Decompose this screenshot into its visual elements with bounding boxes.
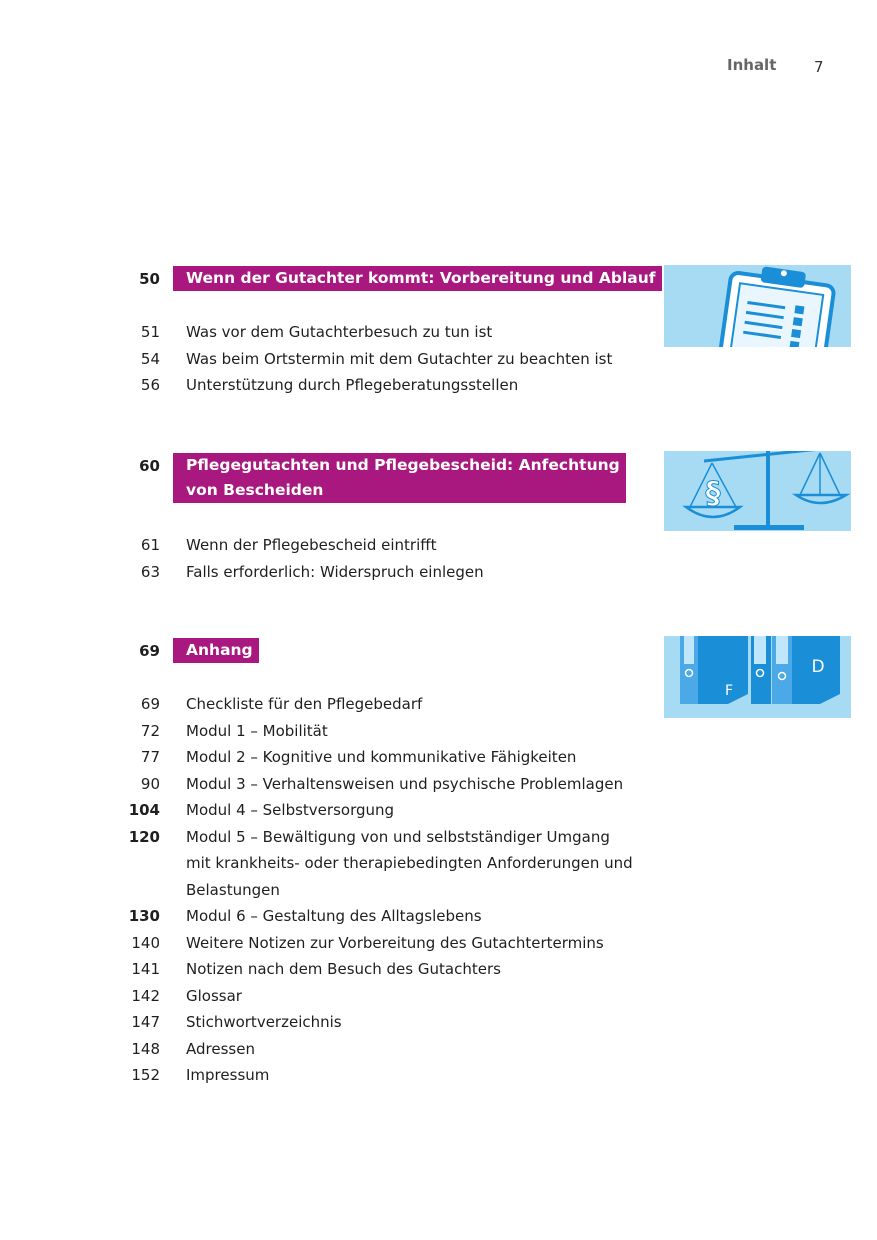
toc-entry[interactable] xyxy=(0,983,700,1010)
entry-title: mit krankheits- oder therapiebedingten Anforderungen und xyxy=(186,854,633,872)
entry-page-number: 147 xyxy=(131,1013,160,1031)
entry-title: Notizen nach dem Besuch des Gutachters xyxy=(186,960,501,978)
section-title[interactable] xyxy=(173,638,259,663)
entry-page-number: 152 xyxy=(131,1066,160,1084)
section-title[interactable] xyxy=(173,453,626,503)
toc-entry[interactable] xyxy=(0,903,700,930)
entry-page-number: 130 xyxy=(128,907,160,925)
toc-entry[interactable] xyxy=(0,532,700,559)
binders-icon xyxy=(664,636,851,718)
entry-title: Glossar xyxy=(186,986,242,1005)
toc-entry[interactable] xyxy=(0,797,700,824)
toc-entry-continuation[interactable] xyxy=(0,877,700,904)
entry-page-number: 63 xyxy=(140,562,160,581)
toc-entry[interactable] xyxy=(0,559,700,586)
entry-page-number: 51 xyxy=(140,323,160,341)
scales-illustration xyxy=(664,451,851,531)
entry-page-number: 77 xyxy=(140,748,160,766)
entry-title: Impressum xyxy=(186,1066,270,1084)
entry-page-number: 104 xyxy=(128,801,160,819)
entry-title: Modul 6 – Gestaltung des Alltagslebens xyxy=(186,907,482,925)
entry-title: Modul 4 – Selbstversorgung xyxy=(186,801,395,819)
entry-page-number: 72 xyxy=(140,721,160,740)
section-page-number[interactable]: 60 xyxy=(139,457,160,475)
entry-title: Belastungen xyxy=(186,880,280,899)
entry-page-number: 90 xyxy=(140,774,160,793)
toc-entry[interactable] xyxy=(0,824,700,851)
toc-entry[interactable] xyxy=(0,771,700,798)
entry-title: Was beim Ortstermin mit dem Gutachter zu beachten ist xyxy=(186,349,613,368)
toc-entry[interactable] xyxy=(0,346,700,373)
entry-title: Modul 5 – Bewältigung von und selbstständiger Umgang xyxy=(186,827,610,846)
toc-entry[interactable] xyxy=(0,319,700,346)
entry-page-number: 142 xyxy=(131,986,160,1005)
clipboard-icon xyxy=(664,265,851,347)
entry-title: Adressen xyxy=(186,1039,255,1058)
entry-page-number: 140 xyxy=(131,933,160,952)
entry-title: Falls erforderlich: Widerspruch einlegen xyxy=(186,562,484,581)
entry-title: Modul 2 – Kognitive und kommunikative Fähigkeiten xyxy=(186,748,577,766)
toc-entry[interactable] xyxy=(0,956,700,983)
toc-entry[interactable] xyxy=(0,372,700,399)
page-number: 7 xyxy=(814,58,824,76)
section-title[interactable] xyxy=(173,266,662,291)
entry-title: Was vor dem Gutachterbesuch zu tun ist xyxy=(186,323,493,341)
entry-page-number: 69 xyxy=(140,695,160,713)
entry-title: Modul 3 – Verhaltensweisen und psychische Problemlagen xyxy=(186,774,624,793)
paragraph-symbol: § xyxy=(705,476,721,511)
toc-entry[interactable] xyxy=(0,1009,700,1036)
toc-entry[interactable] xyxy=(0,744,700,771)
binders-illustration xyxy=(664,636,851,718)
binder-letter: F xyxy=(724,683,734,699)
scales-icon xyxy=(664,451,851,531)
entry-title: Modul 1 – Mobilität xyxy=(186,721,328,740)
running-header-label: Inhalt xyxy=(727,56,777,74)
entry-page-number: 141 xyxy=(131,960,160,978)
toc-entry[interactable] xyxy=(0,718,700,745)
entry-page-number: 148 xyxy=(131,1039,160,1058)
section-page-number[interactable]: 69 xyxy=(139,642,160,660)
toc-entry[interactable] xyxy=(0,1036,700,1063)
entry-title: Unterstützung durch Pflegeberatungsstellen xyxy=(186,376,519,394)
section-title-line: Pflegegutachten und Pflegebescheid: Anfechtung xyxy=(186,456,620,474)
entry-title: Checkliste für den Pflegebedarf xyxy=(186,695,423,713)
section-title-line: von Bescheiden xyxy=(186,481,324,499)
section-page-number[interactable]: 50 xyxy=(139,270,160,288)
binder-letter: D xyxy=(811,657,825,677)
section-title-line: Wenn der Gutachter kommt: Vorbereitung und Ablauf xyxy=(186,269,656,287)
section-title-line: Anhang xyxy=(186,641,253,659)
entry-page-number: 56 xyxy=(140,376,160,394)
entry-page-number: 54 xyxy=(140,349,160,368)
entry-title: Stichwortverzeichnis xyxy=(186,1013,342,1031)
clipboard-illustration xyxy=(664,265,851,347)
toc-entry[interactable] xyxy=(0,691,700,718)
toc-entry[interactable] xyxy=(0,1062,700,1089)
entry-page-number: 120 xyxy=(128,827,160,846)
toc-entry[interactable] xyxy=(0,930,700,957)
entry-page-number: 61 xyxy=(140,536,160,554)
toc-entry-continuation[interactable] xyxy=(0,850,700,877)
entry-title: Wenn der Pflegebescheid eintrifft xyxy=(186,536,437,554)
entry-title: Weitere Notizen zur Vorbereitung des Gutachtertermins xyxy=(186,933,604,952)
